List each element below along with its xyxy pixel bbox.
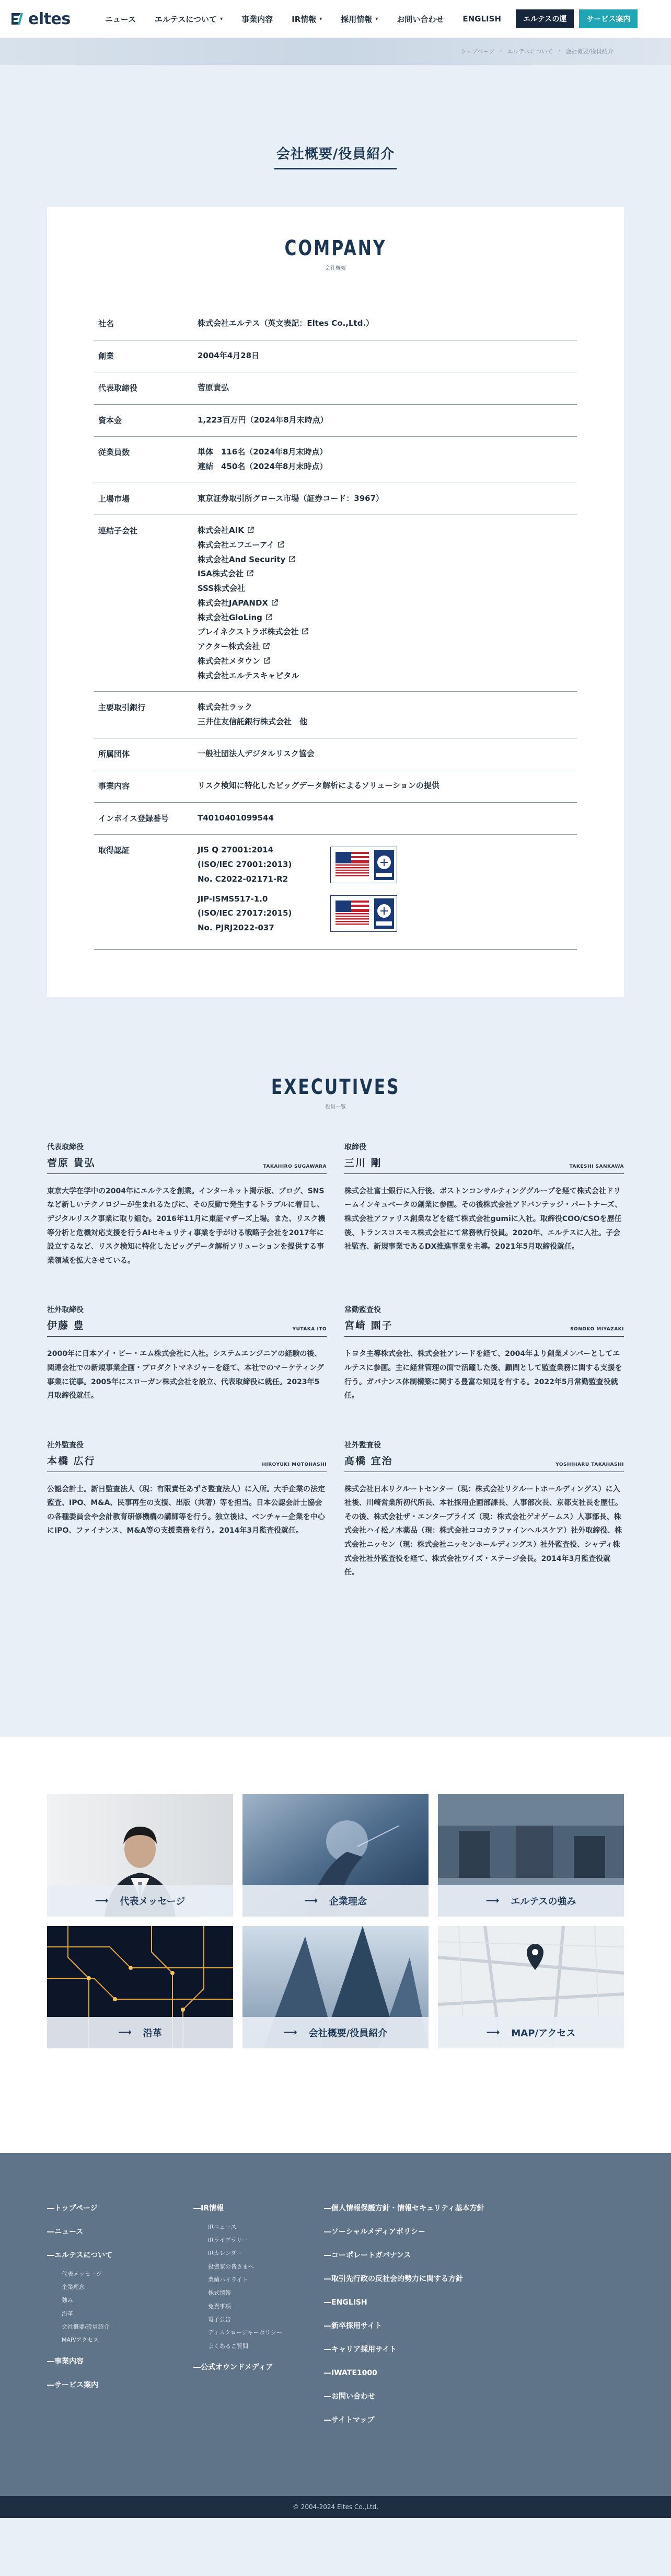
company-row-label: 取得認証 — [98, 846, 130, 856]
certification-line: JIS Q 27001:2014 — [198, 845, 274, 855]
footer-link-dash: ― — [324, 2204, 331, 2213]
footer-link-label: 公式オウンドメディア — [201, 2363, 273, 2372]
certification-line: No. C2022-02171-R2 — [198, 874, 288, 884]
company-subheading: 会社概要 — [325, 266, 346, 271]
company-row — [94, 308, 577, 340]
footer-sublink[interactable]: IRニュース — [208, 2223, 237, 2230]
certification — [198, 843, 577, 886]
executive-name: 三川 剛 — [344, 1157, 382, 1169]
footer-link-dash: ― — [47, 2204, 54, 2213]
executives-heading: EXECUTIVES — [271, 1075, 400, 1099]
subsidiary-link[interactable] — [198, 611, 577, 625]
footer-link-label: ニュース — [54, 2227, 84, 2236]
executive-card — [344, 1142, 624, 1268]
company-row — [94, 692, 577, 738]
footer-sublink[interactable]: 免責事項 — [208, 2303, 231, 2310]
subsidiary-link[interactable] — [198, 553, 577, 567]
executive-bio: 株式会社富士銀行に入行後、ボストンコンサルティンググループを経て株式会社ドリームインキュベータの創業に参画。その後株式会社アドバンテッジ・パートナーズ、株式会社アファリス創業などを経て株式会社gumiに入社。取締役COO/CSOを歴任後、トランスコスモス株式会社にて常務執行役員。2020年、エルテスに入社。子会社監査、新規事業であるDX推進事業を主導。2021年5月取締役就任。 — [344, 1187, 622, 1251]
executive-romaji: TAKESHI SANKAWA — [569, 1164, 624, 1169]
main-nav — [96, 14, 511, 25]
footer-sublink[interactable]: よくあるご質問 — [208, 2342, 248, 2350]
related-link-label-bar — [438, 1885, 624, 1917]
external-link-icon — [263, 655, 270, 662]
footer-sublink[interactable]: ディスクロージャーポリシー — [208, 2329, 282, 2336]
company-row — [94, 483, 577, 515]
chevron-down-icon: ▾ — [375, 16, 378, 22]
footer-link-label: サイトマップ — [331, 2415, 375, 2424]
footer-link[interactable] — [324, 2344, 491, 2355]
footer-sublink[interactable]: 株式情報 — [208, 2289, 231, 2297]
copyright: © 2004-2024 Eltes Co.,Ltd. — [0, 2496, 671, 2518]
value-text: アクター株式会社 — [198, 642, 260, 651]
company-row-value — [198, 308, 577, 340]
nav-label: IR情報 — [292, 14, 317, 24]
company-row-value — [198, 802, 577, 835]
company-row-value — [198, 437, 577, 483]
company-value-line — [198, 747, 577, 761]
executive-name-row — [344, 1318, 624, 1337]
footer-sublink[interactable]: 強み — [62, 2297, 73, 2304]
executive-bio: 東京大学在学中の2004年にエルテスを創業。インターネット掲示板、ブログ、SNSなど新しいテクノロジーが生まれるたびに、その反動で発生するトラブルに着目し、デジタルリスク事業に取り組む。2016年11月に東証マザーズ上場。また、リスク機等分析と危機対応支援を行うAIセキュリティ事業を手がける戦略子会社を2017年に設立するなど、リスク検知に特化したビッグデータ解析ソリューションを提供する事業領域を拡大させている。 — [47, 1187, 326, 1265]
page-title: 会社概要/役員紹介 — [274, 143, 397, 169]
certification-text — [198, 892, 309, 936]
related-link-card[interactable] — [47, 1926, 233, 2048]
service-guide-button[interactable]: サービス案内 — [579, 9, 638, 28]
value-text: 三井住友信託銀行株式会社 他 — [198, 717, 308, 726]
value-text: T4010401099544 — [198, 813, 274, 823]
footer-link-label: コーポレートガバナンス — [331, 2251, 411, 2260]
value-text: 株式会社エルテスキャピタル — [198, 670, 299, 680]
footer-link-label: ENGLISH — [331, 2298, 367, 2307]
certification-line: No. PJRJ2022-037 — [198, 923, 274, 932]
company-row-value — [198, 515, 577, 692]
executive-name: 高橋 宜治 — [344, 1455, 393, 1467]
value-text: リスク検知に特化したビッグデータ解析によるソリューションの提供 — [198, 781, 439, 791]
executive-bio: 株式会社日本リクルートセンター（現：株式会社リクルートホールディングス）に入社後、川崎営業所初代所長、本社採用企画部課長、人事部次長、京都支社長を歴任。その後、株式会社ザ・エンタープライズ（現：株式会社ゲオゲームス）人事部長、株式会社ハイ松ノ木薬品（現：株式会社ココカラファインヘルスケア）社外取締役、株式会社ニッセン（現：株式会社ニッセンホールディングス）社外監査役、シャディ株式会社社外監査役を経て、株式会社ワイズ・ステージ会長。2014年3月監査役就任。 — [344, 1485, 622, 1577]
subsidiary-link[interactable] — [198, 640, 577, 654]
company-row-label: 資本金 — [98, 415, 122, 425]
company-row — [94, 340, 577, 372]
executive-bio: トヨタ主導株式会社、株式会社アレードを経て、2004年より創業メンバーとしてエルテスに参画。主に経営管理の面で活躍した後、顧問として監査業務に関する支援を行う。ガバナンス体制構築に関する豊富な知見を有する。2022年5月常勤監査役就任。 — [344, 1350, 622, 1400]
executives-subheading: 役員一覧 — [325, 1104, 346, 1110]
footer-link-dash: ― — [47, 2357, 54, 2366]
footer-link-label: サービス案内 — [54, 2380, 98, 2389]
executive-name-row — [344, 1453, 624, 1472]
executives-grid — [47, 1142, 624, 1580]
value-text: ISA株式会社 — [198, 569, 244, 579]
company-row — [94, 802, 577, 835]
arrow-right-icon: ⟶ — [118, 2027, 132, 2038]
footer-link-label: 個人情報保護方針・情報セキュリティ基本方針 — [331, 2204, 484, 2213]
company-value-line — [198, 779, 577, 793]
hero-band — [0, 38, 671, 65]
value-text: 株式会社エフエーアイ — [198, 540, 275, 550]
footer-link-label: 事業内容 — [54, 2357, 84, 2366]
company-row-value — [198, 340, 577, 372]
footer-link-dash: ― — [193, 2363, 201, 2372]
executive-role: 取締役 — [344, 1143, 366, 1152]
company-heading: COMPANY — [284, 236, 387, 260]
value-text: プレイネクストラボ株式会社 — [198, 627, 299, 637]
company-row — [94, 404, 577, 437]
arrow-right-icon: ⟶ — [95, 1895, 109, 1907]
external-link-icon — [263, 640, 270, 647]
executive-romaji: HIROYUKI MOTOHASHI — [262, 1462, 327, 1467]
executive-romaji: TAKAHIRO SUGAWARA — [263, 1164, 327, 1169]
footer-link[interactable] — [47, 2250, 193, 2261]
executive-romaji: SONOKO MIYAZAKI — [570, 1327, 624, 1332]
nav-item-1[interactable] — [145, 14, 232, 25]
company-info-table — [94, 308, 577, 950]
related-link-label: エルテスの強み — [511, 1896, 576, 1907]
breadcrumb-home[interactable]: トップページ — [460, 48, 495, 55]
value-text: 連結 450名（2024年8月末時点） — [198, 461, 328, 471]
footer-link[interactable] — [324, 2227, 491, 2238]
footer-link-dash: ― — [324, 2227, 331, 2236]
breadcrumb-about[interactable]: エルテスについて — [507, 48, 553, 55]
footer-link-dash: ― — [324, 2415, 331, 2424]
logo-text: eltes — [28, 9, 71, 28]
value-text: 株式会社GloLing — [198, 612, 262, 622]
company-row-value — [198, 770, 577, 803]
related-link-label-bar — [242, 2017, 429, 2048]
executive-name-row — [47, 1155, 327, 1174]
nav-item-3[interactable] — [282, 14, 331, 25]
company-value-line — [198, 715, 577, 730]
nav-item-4[interactable] — [331, 14, 387, 25]
company-value-line — [198, 316, 577, 331]
company-row — [94, 738, 577, 770]
subsidiary-link[interactable] — [198, 654, 577, 669]
arrow-right-icon: ⟶ — [283, 2027, 297, 2038]
related-link-label: 会社概要/役員紹介 — [308, 2027, 388, 2039]
executive-name-row — [47, 1453, 327, 1472]
related-link-label: 代表メッセージ — [120, 1896, 186, 1907]
company-row-label: 社名 — [98, 319, 114, 328]
breadcrumb-current: 会社概要/役員紹介 — [565, 48, 614, 55]
executive-card — [344, 1304, 624, 1403]
footer-link[interactable] — [324, 2415, 491, 2426]
site-footer — [0, 2153, 671, 2496]
external-link-icon — [247, 567, 253, 574]
related-link-card[interactable] — [438, 1926, 624, 2048]
related-links-section — [0, 1737, 671, 2153]
company-value-line — [198, 381, 577, 395]
company-row-label: 創業 — [98, 351, 114, 361]
value-text: 菅原貴弘 — [198, 383, 229, 392]
subsidiary-link[interactable] — [198, 625, 577, 640]
value-text: 単体 116名（2024年8月末時点） — [198, 447, 328, 457]
chevron-down-icon: ▾ — [319, 16, 322, 22]
footer-link-label: キャリア採用サイト — [331, 2345, 397, 2354]
footer-link-label: お問い合わせ — [331, 2392, 375, 2401]
related-link-label-bar — [47, 1885, 233, 1917]
footer-sublink[interactable]: 業績ハイライト — [208, 2276, 248, 2284]
certification — [198, 892, 577, 936]
executives-section — [47, 997, 624, 1737]
related-link-label-bar — [438, 2017, 624, 2048]
certification-badge-icon — [330, 847, 397, 883]
eltes-media-button[interactable]: エルテスの運 — [516, 9, 574, 28]
footer-link[interactable] — [47, 2203, 193, 2214]
footer-link[interactable] — [324, 2368, 491, 2379]
footer-link-dash: ― — [47, 2251, 54, 2260]
footer-sublink[interactable]: 電子公告 — [208, 2316, 231, 2323]
certification-line: (ISO/IEC 27001:2013) — [198, 860, 292, 869]
company-row-label: 従業員数 — [98, 448, 130, 457]
value-text: 株式会社AIK — [198, 526, 244, 535]
company-row — [94, 770, 577, 803]
value-text: 株式会社エルテス（英文表記：Eltes Co.,Ltd.） — [198, 318, 374, 328]
executive-card — [47, 1304, 327, 1403]
company-row-value — [198, 404, 577, 437]
related-link-card[interactable] — [438, 1794, 624, 1917]
footer-sublink[interactable]: 会社概要/役員紹介 — [62, 2323, 110, 2331]
footer-link[interactable] — [324, 2250, 491, 2261]
footer-link[interactable] — [324, 2297, 491, 2308]
nav-label: エルテスについて — [154, 14, 217, 24]
related-link-label: MAP/アクセス — [511, 2027, 576, 2039]
footer-link-label: IR情報 — [201, 2204, 224, 2213]
arrow-right-icon: ⟶ — [486, 2027, 500, 2038]
nav-label: 採用情報 — [341, 14, 373, 24]
footer-sublink[interactable]: 代表メッセージ — [62, 2270, 102, 2277]
subsidiary-link[interactable] — [198, 596, 577, 611]
executive-card — [47, 1142, 327, 1268]
value-text: 株式会社ラック — [198, 702, 252, 712]
footer-link-label: 取引先行政の反社会的勢力に関する方針 — [331, 2274, 463, 2283]
nav-label: ENGLISH — [462, 14, 501, 24]
footer-link-dash: ― — [47, 2380, 54, 2389]
footer-link[interactable] — [324, 2321, 491, 2332]
company-value-line — [198, 492, 577, 506]
company-value-line — [198, 811, 577, 826]
executive-name: 本橋 広行 — [47, 1455, 96, 1467]
nav-label: 事業内容 — [241, 14, 273, 24]
footer-link-dash: ― — [47, 2227, 54, 2236]
company-row-label: 代表取締役 — [98, 383, 138, 393]
executive-card — [344, 1440, 624, 1580]
footer-link[interactable] — [324, 2274, 491, 2285]
footer-link-label: ソーシャルメディアポリシー — [331, 2227, 425, 2236]
external-link-icon — [271, 597, 278, 603]
certification-text — [198, 843, 309, 886]
executive-role: 社外監査役 — [344, 1441, 381, 1450]
footer-column-3 — [324, 2203, 491, 2438]
eltes-logo[interactable] — [9, 10, 71, 28]
footer-link-dash: ― — [324, 2392, 331, 2401]
value-text: 株式会社JAPANDX — [198, 598, 268, 608]
footer-sublink[interactable]: MAP/アクセス — [62, 2336, 99, 2344]
footer-column-2 — [193, 2203, 324, 2438]
executive-name: 伊藤 豊 — [47, 1320, 85, 1332]
related-link-label-bar — [47, 2017, 233, 2048]
value-text: 株式会社メタウン — [198, 656, 261, 666]
footer-link[interactable] — [193, 2362, 324, 2373]
footer-link-dash: ― — [324, 2368, 331, 2377]
related-links-grid — [47, 1794, 624, 2048]
nav-item-6[interactable] — [453, 14, 511, 24]
company-row — [94, 437, 577, 483]
company-row — [94, 515, 577, 692]
site-header — [0, 0, 671, 38]
company-row-value — [198, 483, 577, 515]
executive-name-row — [47, 1318, 327, 1337]
footer-sublink[interactable]: 企業理念 — [62, 2284, 85, 2291]
footer-link-label: IWATE1000 — [331, 2368, 377, 2377]
footer-link[interactable] — [47, 2227, 193, 2238]
external-link-icon — [277, 539, 284, 545]
related-link-card[interactable] — [242, 1794, 429, 1917]
external-link-icon — [288, 553, 295, 560]
company-value-line — [198, 582, 577, 596]
eltes-logo-icon — [9, 11, 25, 27]
footer-link-dash: ― — [193, 2204, 201, 2213]
certification-badge-icon — [330, 895, 397, 932]
company-row-value — [198, 692, 577, 738]
company-row-value — [198, 835, 577, 950]
executive-role: 社外取締役 — [47, 1306, 84, 1315]
footer-link[interactable] — [193, 2203, 324, 2214]
company-row-label: 主要取引銀行 — [98, 703, 146, 713]
company-row-value — [198, 738, 577, 770]
company-value-line — [198, 413, 577, 428]
value-text: 1,223百万円（2024年8月末時点） — [198, 415, 328, 425]
company-row-label: 上場市場 — [98, 494, 130, 504]
company-row-label: 事業内容 — [98, 781, 130, 791]
company-value-line — [198, 460, 577, 474]
arrow-right-icon: ⟶ — [485, 1895, 500, 1907]
footer-link[interactable] — [324, 2391, 491, 2402]
footer-link-label: 新卒採用サイト — [331, 2321, 383, 2330]
footer-link-dash: ― — [324, 2274, 331, 2283]
arrow-right-icon: ⟶ — [304, 1895, 318, 1907]
value-text: 一般社団法人デジタルリスク協会 — [198, 748, 315, 758]
breadcrumb-separator: › — [500, 47, 502, 54]
footer-sublink[interactable]: IRカレンダー — [208, 2250, 242, 2257]
breadcrumb-separator: › — [558, 47, 561, 54]
footer-sublink[interactable]: IRライブラリー — [208, 2237, 248, 2244]
value-text: SSS株式会社 — [198, 584, 246, 593]
external-link-icon — [302, 625, 308, 632]
footer-column-1 — [47, 2203, 193, 2438]
subsidiary-link[interactable] — [198, 567, 577, 582]
company-row — [94, 835, 577, 950]
chevron-down-icon: ▾ — [220, 16, 223, 22]
executive-name-row — [344, 1155, 624, 1174]
external-link-icon — [247, 524, 254, 531]
company-value-line — [198, 700, 577, 715]
breadcrumb — [460, 47, 614, 55]
external-link-icon — [265, 611, 272, 618]
company-row-value — [198, 372, 577, 405]
subsidiary-link[interactable] — [198, 523, 577, 538]
executive-bio: 2000年に日本アイ・ビー・エム株式会社に入社。システムエンジニアの経験の後、関連会社での新規事業企画・プロダクトマネジャーを経て、本社でのマーケティング事業に従事。2005年にスローガン株式会社を設立、代表取締役に就任。2023年5月取締役就任。 — [47, 1350, 324, 1400]
company-row-label: インボイス登録番号 — [98, 813, 169, 823]
certification-line: (ISO/IEC 27017:2015) — [198, 908, 292, 918]
executive-name: 菅原 貴弘 — [47, 1157, 96, 1169]
value-text: 2004年4月28日 — [198, 350, 260, 360]
footer-link-dash: ― — [324, 2251, 331, 2260]
nav-label: お問い合わせ — [397, 14, 444, 24]
company-section — [47, 207, 624, 997]
nav-item-5[interactable] — [387, 14, 453, 25]
footer-link-label: トップページ — [54, 2204, 98, 2213]
nav-item-2[interactable] — [232, 14, 282, 25]
executive-romaji: YOSHIHARU TAKAHASHI — [556, 1462, 624, 1467]
value-text: 東京証券取引所グロース市場（証券コード：3967） — [198, 493, 384, 503]
company-row — [94, 372, 577, 405]
related-link-label-bar — [242, 1885, 429, 1917]
company-value-line — [198, 669, 577, 683]
footer-link-dash: ― — [324, 2345, 331, 2354]
footer-link[interactable] — [47, 2380, 193, 2391]
company-row-label: 所属団体 — [98, 749, 130, 759]
company-value-line — [198, 349, 577, 363]
related-link-card[interactable] — [47, 1794, 233, 1917]
company-value-line — [198, 445, 577, 460]
executive-name: 宮崎 園子 — [344, 1320, 393, 1332]
company-row-label: 連結子会社 — [98, 526, 138, 535]
value-text: 株式会社And Security — [198, 554, 286, 564]
nav-label: ニュース — [105, 14, 136, 24]
executive-role: 代表取締役 — [47, 1143, 84, 1152]
footer-link[interactable] — [324, 2203, 491, 2214]
footer-link-dash: ― — [324, 2298, 331, 2307]
executive-romaji: YUTAKA ITO — [292, 1327, 327, 1332]
footer-sublist — [62, 2267, 193, 2347]
executive-role: 常勤監査役 — [344, 1306, 381, 1315]
footer-link-label: エルテスについて — [54, 2251, 113, 2260]
footer-sublist — [208, 2220, 324, 2353]
related-link-label: 企業理念 — [329, 1896, 367, 1907]
certification-line: JIP-ISMS517-1.0 — [198, 894, 268, 904]
nav-item-0[interactable] — [96, 14, 145, 25]
footer-sublink[interactable]: 投資家の皆さまへ — [208, 2263, 254, 2270]
footer-link-dash: ― — [324, 2321, 331, 2330]
executive-bio: 公認会計士。新日監査法人（現：有限責任あずさ監査法人）に入所。大手企業の法定監査、IPO、M&A、民事再生の支援、出版（共著）等を担当。日本公認会計士協会の各種委員会や会計教育研修機構の講師等を行う。独立後は、ベンチャー企業を中心にIPO、ファイナンス、M&A等の支援業務を行う。2014年3月監査役就任。 — [47, 1485, 325, 1535]
related-link-card[interactable] — [242, 1926, 429, 2048]
subsidiary-link[interactable] — [198, 538, 577, 553]
related-link-label: 沿革 — [143, 2027, 162, 2039]
footer-link[interactable] — [47, 2356, 193, 2367]
executive-card — [47, 1440, 327, 1580]
executive-role: 社外監査役 — [47, 1441, 84, 1450]
footer-sublink[interactable]: 沿革 — [62, 2310, 73, 2317]
